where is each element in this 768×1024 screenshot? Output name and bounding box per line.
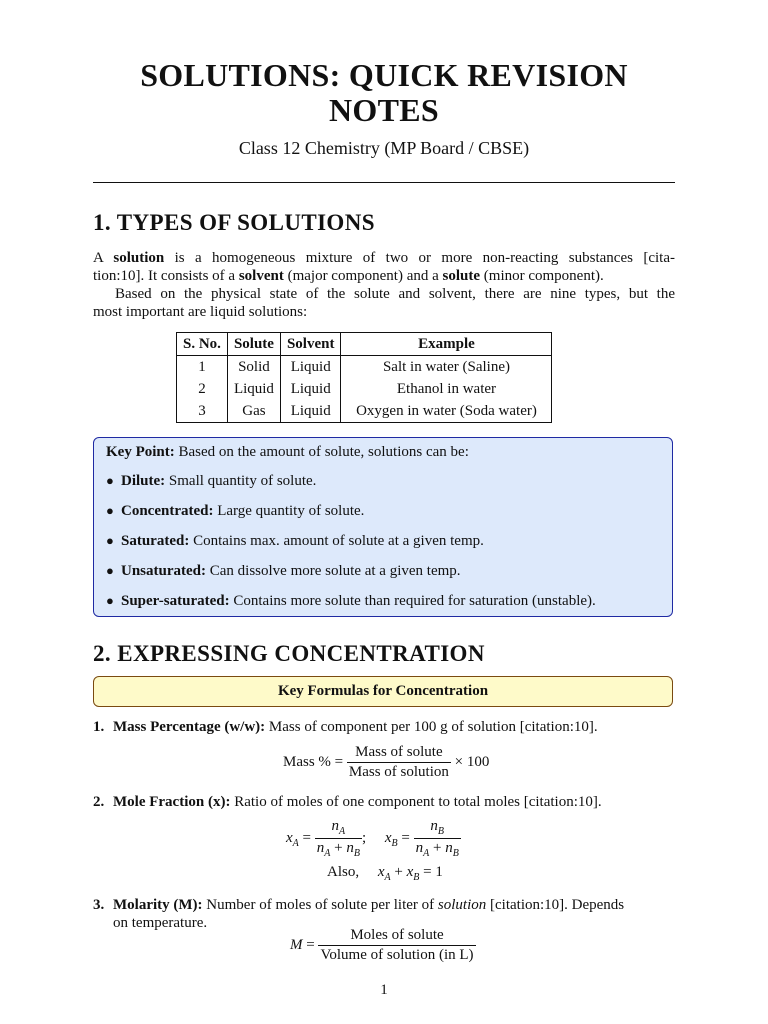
table-row — [177, 400, 552, 423]
mole-fraction-equation: $x_A$ = $\frac{n_A}{n_A + n_B}$ ; $x_B$ = $\frac{n_B}{n_A + n_B}$ — [286, 818, 459, 859]
table-header-cell: Solute — [227, 333, 280, 356]
bullet-icon: ● — [106, 503, 114, 518]
table-cell: 2 — [177, 378, 228, 400]
section-1-paragraph-1: A solution is a homogeneous mixture of two or more non-reacting substances [cita- tion:10]. It consists of a solvent (major component) and a solute (minor component). — [93, 250, 675, 284]
table-cell: Ethanol in water — [341, 378, 552, 400]
numbered-item-mass-percentage: 1. Mass Percentage (w/w): Mass of component per 100 g of solution [citation:10]. — [93, 719, 598, 735]
table-row — [177, 356, 552, 379]
mass-percentage-equation: Mass % = $\frac{\text{Mass of solute}}{\text{Mass of solution}}$ × 100 — [283, 744, 490, 780]
list-item: ● Dilute: Small quantity of solute. — [106, 473, 317, 489]
list-item: ● Concentrated: Large quantity of solute. — [106, 503, 365, 519]
table-cell: 1 — [177, 356, 228, 379]
page-number: 1 — [380, 982, 388, 998]
list-item: ● Saturated: Contains max. amount of solute at a given temp. — [106, 533, 484, 549]
bullet-icon: ● — [106, 593, 114, 608]
bullet-icon: ● — [106, 473, 114, 488]
molarity-equation: M = $\frac{\text{Moles of solute}}{\text{Volume of solution (in L)}}$ — [290, 927, 474, 963]
table-cell: Gas — [227, 400, 280, 423]
table-cell: Liquid — [227, 378, 280, 400]
table-cell: Liquid — [280, 400, 341, 423]
table-header-cell: Example — [341, 333, 552, 356]
section-1-paragraph-2: Based on the physical state of the solute and solvent, there are nine types, but the most important are liquid solutions: — [93, 286, 675, 320]
numbered-item-mole-fraction: 2. Mole Fraction (x): Ratio of moles of one component to total moles [citation:10]. — [93, 794, 602, 810]
table-cell: Liquid — [280, 356, 341, 379]
solution-types-table — [176, 332, 552, 423]
table-cell: 3 — [177, 400, 228, 423]
title-line-2: NOTES — [329, 92, 439, 128]
page-title — [93, 58, 675, 128]
list-item: ● Unsaturated: Can dissolve more solute at a given temp. — [106, 563, 461, 579]
table-header-row — [177, 333, 552, 356]
key-point-intro: Key Point: Based on the amount of solute, solutions can be: — [106, 444, 469, 460]
formula-box-title: Key Formulas for Concentration — [93, 676, 673, 707]
header-rule — [93, 182, 675, 183]
table-cell: Oxygen in water (Soda water) — [341, 400, 552, 423]
table-cell: Salt in water (Saline) — [341, 356, 552, 379]
list-item: ● Super-saturated: Contains more solute than required for saturation (unstable). — [106, 593, 596, 609]
fraction: $\frac{\text{Moles of solute}}{\text{Volume of solution (in L)}}$ — [320, 927, 474, 963]
numbered-item-molarity: 3. Molarity (M): Number of moles of solute per liter of solution [citation:10]. Depends on temperature. — [93, 897, 625, 931]
page-subtitle: Class 12 Chemistry (MP Board / CBSE) — [238, 138, 530, 158]
fraction: $\frac{\text{Mass of solute}}{\text{Mass of solution}}$ — [348, 744, 449, 780]
table-row — [177, 378, 552, 400]
mole-fraction-sum-equation: Also, $x_A + x_B = 1$ — [327, 864, 443, 883]
title-line-1: SOLUTIONS: QUICK REVISION — [140, 57, 628, 93]
key-point-box — [93, 437, 673, 617]
fraction: $\frac{n_A}{n_A + n_B}$ — [316, 818, 360, 859]
fraction: $\frac{n_B}{n_A + n_B}$ — [415, 818, 459, 859]
bullet-icon: ● — [106, 563, 114, 578]
table-cell: Solid — [227, 356, 280, 379]
bullet-icon: ● — [106, 533, 114, 548]
table-header-cell: S. No. — [177, 333, 228, 356]
table-header-cell: Solvent — [280, 333, 341, 356]
table-cell: Liquid — [280, 378, 341, 400]
section-1-heading: 1. TYPES OF SOLUTIONS — [93, 210, 375, 235]
section-2-heading: 2. EXPRESSING CONCENTRATION — [93, 641, 485, 666]
